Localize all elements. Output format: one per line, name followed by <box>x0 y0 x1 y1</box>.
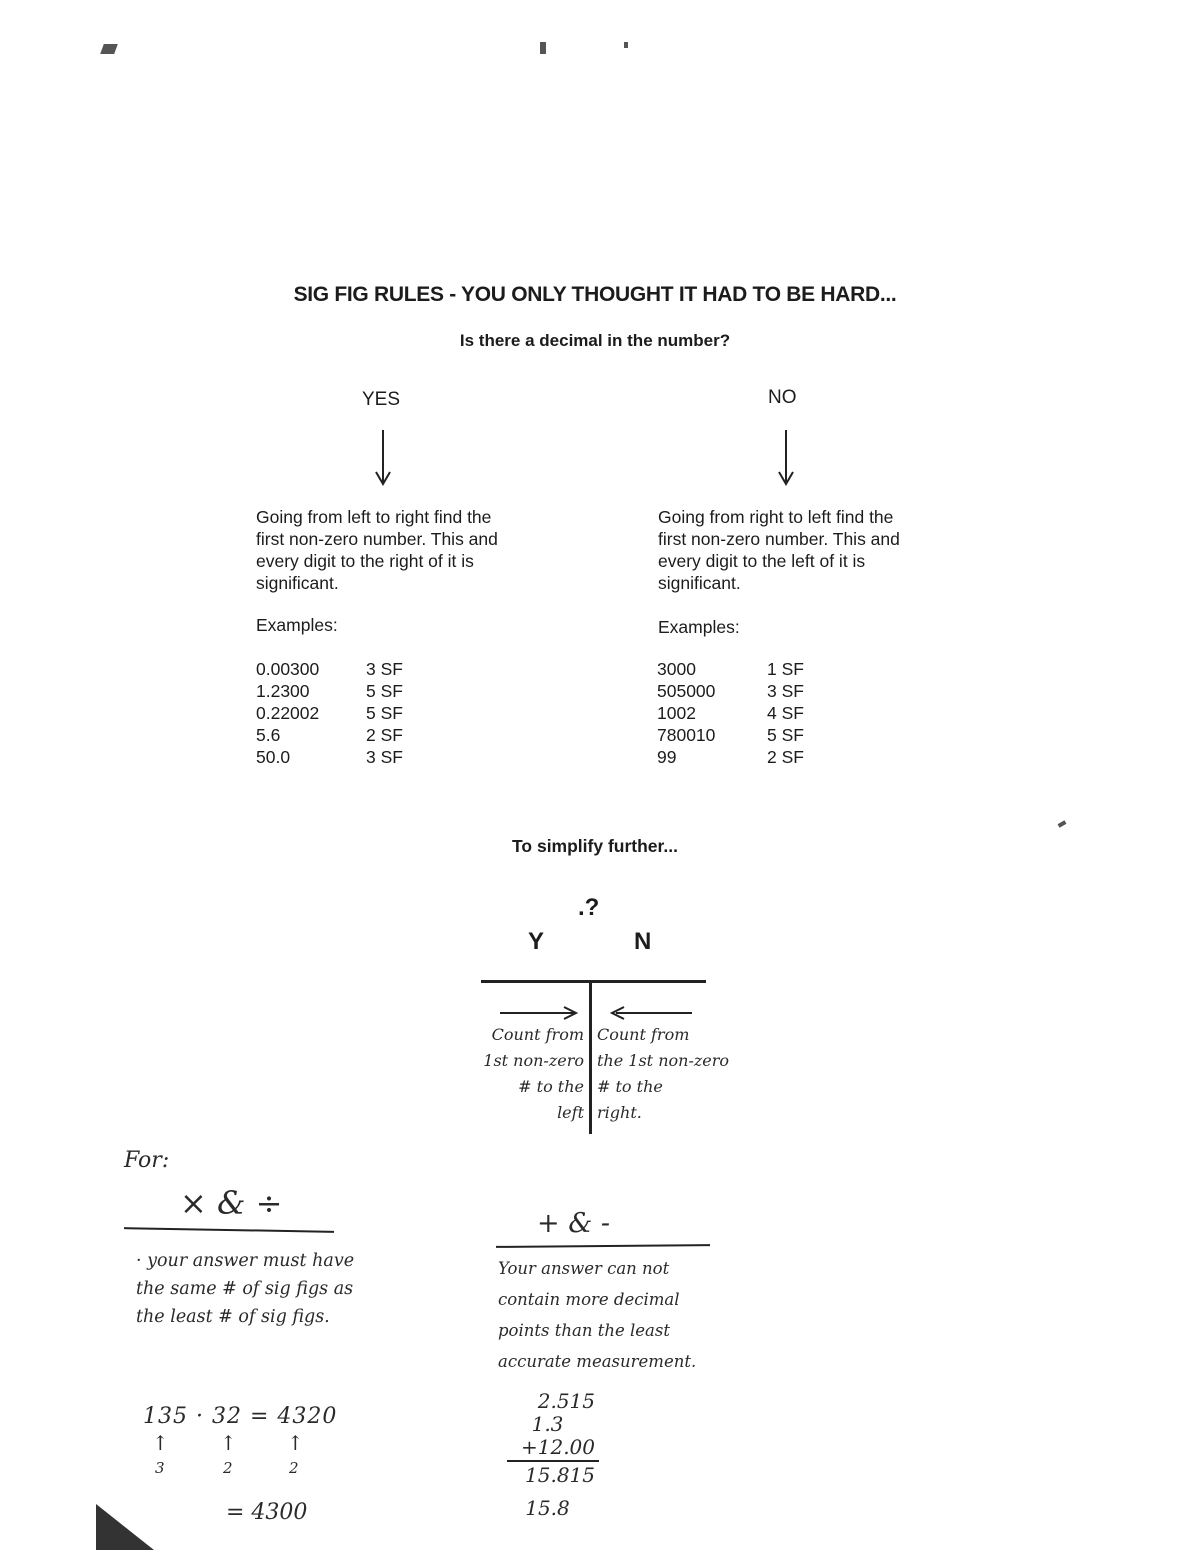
example-row <box>657 746 804 768</box>
example-number: 5.6 <box>256 725 281 745</box>
example-number: 0.22002 <box>256 703 320 723</box>
example-row <box>657 702 804 724</box>
addend: 2.515 <box>537 1389 595 1413</box>
example-sf: 3 SF <box>366 747 403 767</box>
no-rule-text: Going from right to left find the first non-zero number. This and every digit to the left of it is significant. <box>658 507 900 593</box>
add-subtract-rule: Your answer can not contain more decimal points than the least accurate measurement. <box>498 1259 697 1371</box>
example-row <box>256 702 403 724</box>
up-arrow-icon: ↑ <box>287 1431 304 1455</box>
example-sf: 1 SF <box>767 659 804 679</box>
yes-examples-table <box>256 658 403 768</box>
multiply-example: 135 · 32 = 4320 <box>143 1404 338 1429</box>
example-number: 99 <box>657 747 677 767</box>
sig-fig-count: 2 <box>223 1459 233 1477</box>
example-sf: 3 SF <box>767 681 804 701</box>
example-sf: 3 SF <box>366 659 403 679</box>
left-arrow-icon <box>608 1005 694 1021</box>
no-label: NO <box>768 387 797 408</box>
example-number: 780010 <box>657 725 716 745</box>
up-arrow-icon: ↑ <box>220 1431 237 1455</box>
sum-line <box>507 1460 599 1462</box>
example-number: 50.0 <box>256 747 291 767</box>
example-number: 505000 <box>657 681 716 701</box>
scan-mark-top-left <box>100 44 118 54</box>
example-row <box>256 724 403 746</box>
t-chart-horizontal-line <box>481 980 706 983</box>
example-sf: 5 SF <box>366 681 403 701</box>
example-row <box>657 724 804 746</box>
for-label: For: <box>124 1148 170 1173</box>
y-label: Y <box>528 928 545 955</box>
example-sf: 4 SF <box>767 703 804 723</box>
t-chart-vertical-line <box>589 982 592 1134</box>
t-chart-left-line: Count from <box>491 1025 584 1044</box>
t-chart-left-cell <box>460 1022 584 1126</box>
multiply-divide-heading: × & ÷ <box>180 1184 283 1222</box>
addend: 1.3 <box>531 1412 564 1436</box>
example-sf: 2 SF <box>767 747 804 767</box>
n-label: N <box>634 928 652 955</box>
example-number: 0.00300 <box>256 659 320 679</box>
yes-down-arrow-icon <box>373 430 393 488</box>
add-subtract-underline <box>496 1244 710 1248</box>
yes-rule-text: Going from left to right find the first non-zero number. This and every digit to the right of it is significant. <box>256 507 498 593</box>
example-number: 3000 <box>657 659 696 679</box>
t-chart-left-line: left <box>557 1103 584 1122</box>
multiply-result: = 4300 <box>226 1500 308 1525</box>
t-chart-right-line: the 1st non-zero <box>597 1051 730 1070</box>
t-chart-right-line: right. <box>597 1103 642 1122</box>
no-examples-table <box>657 658 804 768</box>
example-row <box>256 746 403 768</box>
example-row <box>657 658 804 680</box>
up-arrow-icon: ↑ <box>152 1431 169 1455</box>
sig-fig-count: 2 <box>289 1459 299 1477</box>
t-chart-right-line: Count from <box>597 1025 690 1044</box>
t-chart-left-line: 1st non-zero <box>483 1051 584 1070</box>
t-chart-right-cell <box>597 1022 757 1126</box>
t-chart-left-line: # to the <box>518 1077 584 1096</box>
rounded-result: 15.8 <box>525 1496 570 1520</box>
simplify-heading: To simplify further... <box>512 836 678 856</box>
right-arrow-icon <box>500 1005 580 1021</box>
addend: +12.00 <box>520 1435 595 1459</box>
scan-mark-top-center <box>540 42 546 54</box>
scan-corner-triangle <box>96 1504 158 1552</box>
t-chart-right-line: # to the <box>597 1077 663 1096</box>
scan-mark-top-right <box>624 42 628 48</box>
decimal-question-symbol: .? <box>578 894 600 921</box>
example-number: 1002 <box>657 703 696 723</box>
page-title: SIG FIG RULES - YOU ONLY THOUGHT IT HAD TO BE HARD... <box>293 283 897 306</box>
multiply-divide-rule: · your answer must have the same # of sig figs as the least # of sig figs. <box>136 1251 355 1327</box>
sig-fig-count: 3 <box>155 1459 165 1477</box>
add-subtract-heading: + & - <box>537 1208 610 1239</box>
sum-result: 15.815 <box>525 1463 595 1487</box>
multiply-divide-underline <box>124 1227 334 1233</box>
no-examples-heading: Examples: <box>658 617 740 637</box>
example-sf: 5 SF <box>767 725 804 745</box>
decimal-question: Is there a decimal in the number? <box>459 331 731 350</box>
example-row <box>256 680 403 702</box>
example-sf: 5 SF <box>366 703 403 723</box>
example-row <box>256 658 403 680</box>
example-sf: 2 SF <box>366 725 403 745</box>
scan-mark-right-edge <box>1058 820 1067 827</box>
yes-label: YES <box>362 389 401 410</box>
example-number: 1.2300 <box>256 681 310 701</box>
no-down-arrow-icon <box>776 430 796 488</box>
yes-examples-heading: Examples: <box>256 615 338 635</box>
example-row <box>657 680 804 702</box>
